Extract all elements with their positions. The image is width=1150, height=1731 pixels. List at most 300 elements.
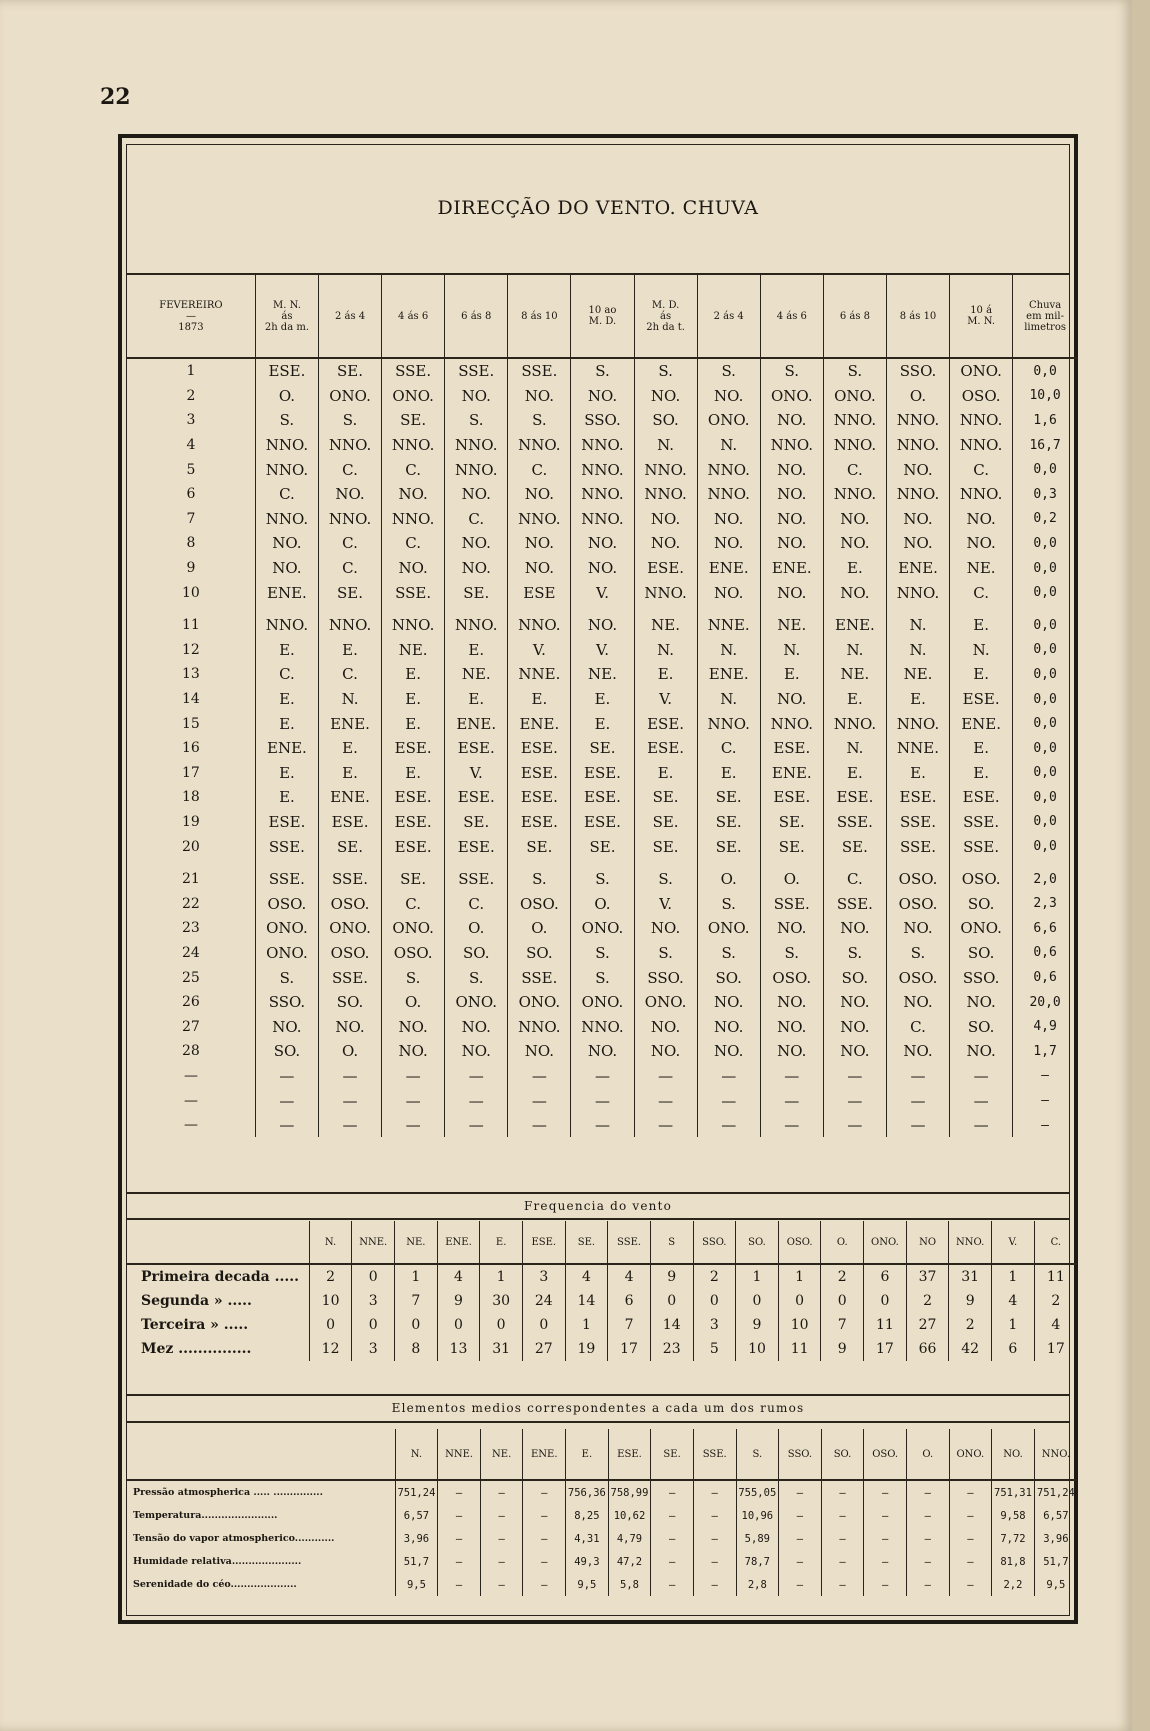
daily-cell: —	[950, 1064, 1013, 1089]
daily-row	[127, 638, 1077, 663]
elements-cell: 6,57	[1034, 1504, 1077, 1527]
daily-cell: NNO.	[255, 457, 318, 482]
frequency-cell: 6	[608, 1289, 651, 1313]
daily-cell: ESE.	[571, 761, 634, 786]
daily-cell: O.	[760, 859, 823, 892]
frequency-row	[127, 1289, 1077, 1313]
daily-cell: E.	[634, 662, 697, 687]
daily-cell: E.	[255, 785, 318, 810]
frequency-cell: 0	[437, 1313, 480, 1337]
frequency-cell: 0	[395, 1313, 438, 1337]
page-number: 22	[100, 84, 131, 110]
daily-cell: S.	[760, 358, 823, 384]
daily-cell: S.	[318, 408, 381, 433]
daily-cell: E.	[697, 761, 760, 786]
frequency-cell: 17	[1034, 1337, 1077, 1361]
daily-cell: S.	[382, 965, 445, 990]
daily-cell: ONO.	[950, 916, 1013, 941]
daily-cell: NO.	[950, 1039, 1013, 1064]
daily-cell: 25	[182, 969, 200, 986]
daily-header-13: Chuva em mil- limetros	[1013, 275, 1077, 358]
daily-cell: —	[255, 1064, 318, 1089]
daily-cell: —	[634, 1064, 697, 1089]
daily-cell: SSE.	[823, 891, 886, 916]
daily-cell: ENE.	[318, 785, 381, 810]
daily-cell: NO.	[445, 531, 508, 556]
daily-cell: SSE.	[382, 580, 445, 605]
daily-row	[127, 1064, 1077, 1089]
daily-cell: S.	[255, 965, 318, 990]
daily-cell: ENE.	[445, 711, 508, 736]
daily-cell: NNO.	[318, 433, 381, 458]
daily-cell: S.	[445, 408, 508, 433]
daily-cell: NNO.	[634, 482, 697, 507]
daily-cell: NNO.	[571, 482, 634, 507]
daily-cell: S.	[445, 965, 508, 990]
daily-cell: E.	[823, 761, 886, 786]
daily-cell: NO.	[760, 408, 823, 433]
elements-cell: —	[693, 1480, 736, 1504]
daily-cell: S.	[255, 408, 318, 433]
daily-header-row	[127, 275, 1077, 358]
daily-cell: ESE.	[634, 711, 697, 736]
daily-cell: NNO.	[508, 433, 571, 458]
elements-row	[127, 1480, 1077, 1504]
daily-cell: ONO.	[318, 384, 381, 409]
frequency-header-8: SSE.	[608, 1221, 651, 1264]
daily-cell: 0,0	[1013, 457, 1077, 482]
frequency-cell: 3	[352, 1337, 395, 1361]
daily-cell: SO.	[508, 941, 571, 966]
daily-cell: NNO.	[571, 433, 634, 458]
daily-cell: 27	[182, 1018, 200, 1035]
daily-row	[127, 761, 1077, 786]
daily-header-6: 10 ao M. D.	[571, 275, 634, 358]
frequency-cell: 23	[650, 1337, 693, 1361]
daily-cell: 18	[182, 789, 200, 806]
elements-cell: —	[523, 1550, 566, 1573]
daily-cell: NNO.	[886, 711, 949, 736]
daily-cell: SO.	[634, 408, 697, 433]
daily-cell: NO.	[255, 531, 318, 556]
daily-cell: NE.	[760, 605, 823, 638]
daily-cell: O.	[508, 916, 571, 941]
daily-row	[127, 605, 1077, 638]
daily-cell: ENE.	[318, 711, 381, 736]
daily-cell: SE.	[382, 408, 445, 433]
frequency-cell: 1	[992, 1264, 1035, 1289]
daily-cell: ESE.	[823, 785, 886, 810]
daily-cell: NNO.	[823, 482, 886, 507]
daily-cell: SE.	[823, 834, 886, 859]
elements-cell: 10,96	[736, 1504, 779, 1527]
daily-cell: 0,0	[1013, 736, 1077, 761]
daily-cell: NO.	[760, 990, 823, 1015]
elements-cell: 51,7	[1034, 1550, 1077, 1573]
daily-cell: OSO.	[950, 384, 1013, 409]
daily-cell: NO.	[445, 384, 508, 409]
elements-cell: —	[438, 1480, 481, 1504]
elements-cell: —	[906, 1480, 949, 1504]
frequency-cell: 1	[395, 1264, 438, 1289]
daily-cell: SSE.	[318, 859, 381, 892]
daily-cell: NO.	[760, 687, 823, 712]
frequency-header-row	[127, 1221, 1077, 1264]
frequency-cell: 2	[693, 1264, 736, 1289]
daily-cell: SSO.	[634, 965, 697, 990]
daily-cell: S.	[697, 941, 760, 966]
daily-cell: S.	[760, 941, 823, 966]
elements-cell: 6,57	[395, 1504, 438, 1527]
elements-header-15: NO.	[992, 1429, 1035, 1480]
frequency-cell: 31	[949, 1264, 992, 1289]
daily-cell: NE.	[950, 556, 1013, 581]
daily-cell: SSE.	[886, 810, 949, 835]
daily-cell: SE.	[634, 810, 697, 835]
elements-cell: 49,3	[566, 1550, 609, 1573]
frequency-header-15: NO	[906, 1221, 949, 1264]
daily-cell: SE.	[445, 580, 508, 605]
daily-cell: NNO.	[445, 605, 508, 638]
daily-cell: SE.	[571, 834, 634, 859]
daily-cell: NO.	[255, 556, 318, 581]
frequency-cell: 7	[821, 1313, 864, 1337]
frequency-cell: 3	[352, 1289, 395, 1313]
elements-header-14: ONO.	[949, 1429, 992, 1480]
frequency-cell: 27	[906, 1313, 949, 1337]
daily-cell: NNO.	[950, 433, 1013, 458]
daily-cell: 0,0	[1013, 834, 1077, 859]
daily-cell: NO.	[823, 916, 886, 941]
daily-header-9: 4 ás 6	[760, 275, 823, 358]
daily-cell: N.	[697, 687, 760, 712]
daily-cell: E.	[318, 736, 381, 761]
frequency-row	[127, 1337, 1077, 1361]
elements-cell: 751,24	[1034, 1480, 1077, 1504]
daily-cell: NO.	[318, 482, 381, 507]
daily-cell: NO.	[697, 531, 760, 556]
daily-cell: SE.	[634, 834, 697, 859]
daily-cell: —	[382, 1088, 445, 1113]
daily-cell: ENE.	[255, 580, 318, 605]
daily-cell: E.	[382, 687, 445, 712]
elements-cell: —	[949, 1480, 992, 1504]
frequency-header-7: SE.	[565, 1221, 608, 1264]
daily-cell: 1	[186, 363, 196, 380]
elements-header-4: ENE.	[523, 1429, 566, 1480]
elements-cell: —	[821, 1527, 864, 1550]
daily-cell: NO.	[571, 1039, 634, 1064]
daily-cell: 0,3	[1013, 482, 1077, 507]
daily-cell: E.	[382, 662, 445, 687]
daily-cell: NO.	[255, 1014, 318, 1039]
daily-cell: SSE.	[950, 834, 1013, 859]
daily-cell: NO.	[697, 1014, 760, 1039]
daily-cell: ESE.	[950, 687, 1013, 712]
daily-cell: NO.	[508, 482, 571, 507]
daily-row	[127, 457, 1077, 482]
daily-cell: ONO.	[318, 916, 381, 941]
daily-cell: E.	[950, 736, 1013, 761]
frequency-body	[127, 1264, 1077, 1361]
daily-row	[127, 1014, 1077, 1039]
daily-cell: C.	[445, 507, 508, 532]
daily-row	[127, 990, 1077, 1015]
daily-cell: 0,6	[1013, 941, 1077, 966]
daily-cell: E.	[823, 556, 886, 581]
daily-cell: 0,2	[1013, 507, 1077, 532]
daily-cell: NO.	[886, 507, 949, 532]
daily-cell: NO.	[508, 531, 571, 556]
daily-row	[127, 711, 1077, 736]
frequency-header-11: SO.	[736, 1221, 779, 1264]
frequency-cell: 1	[565, 1313, 608, 1337]
daily-cell: SE.	[508, 834, 571, 859]
elements-cell: Pressão atmospherica ..... ...............	[133, 1487, 323, 1498]
daily-cell: SSE.	[255, 834, 318, 859]
elements-cell: —	[651, 1527, 694, 1550]
daily-cell: ONO.	[950, 358, 1013, 384]
elements-header-8: SSE.	[693, 1429, 736, 1480]
daily-cell: 2,0	[1013, 859, 1077, 892]
daily-cell: C.	[508, 457, 571, 482]
daily-cell: 23	[182, 920, 200, 937]
daily-cell: 16,7	[1013, 433, 1077, 458]
daily-cell: SE.	[318, 834, 381, 859]
frequency-cell: 6	[992, 1337, 1035, 1361]
daily-cell: SE.	[382, 859, 445, 892]
daily-cell: ENE.	[823, 605, 886, 638]
daily-cell: OSO.	[950, 859, 1013, 892]
daily-cell: NO.	[823, 507, 886, 532]
frequency-header-14: ONO.	[864, 1221, 907, 1264]
daily-cell: NNO.	[571, 507, 634, 532]
daily-cell: NNO.	[950, 482, 1013, 507]
daily-cell: C.	[255, 662, 318, 687]
daily-cell: NNE.	[886, 736, 949, 761]
daily-cell: C.	[318, 556, 381, 581]
frequency-cell: 2	[821, 1264, 864, 1289]
daily-cell: N.	[697, 638, 760, 663]
frequency-cell: 12	[309, 1337, 352, 1361]
daily-cell: —	[950, 1113, 1013, 1138]
section-divider-2	[127, 1394, 1069, 1396]
elements-cell: —	[779, 1504, 822, 1527]
daily-cell: SSE.	[886, 834, 949, 859]
daily-cell: S.	[823, 358, 886, 384]
daily-cell: 28	[182, 1043, 200, 1060]
daily-cell: ESE.	[255, 358, 318, 384]
daily-cell: N.	[318, 687, 381, 712]
elements-cell: —	[480, 1527, 523, 1550]
elements-cell: —	[906, 1504, 949, 1527]
elements-cell: —	[480, 1504, 523, 1527]
daily-cell: 9	[186, 560, 196, 577]
elements-cell: 47,2	[608, 1550, 651, 1573]
daily-cell: —	[318, 1064, 381, 1089]
daily-cell: NO.	[886, 457, 949, 482]
daily-cell: ESE.	[382, 785, 445, 810]
daily-cell: O.	[886, 384, 949, 409]
daily-cell: E.	[318, 638, 381, 663]
daily-row	[127, 580, 1077, 605]
frequency-cell: 4	[1034, 1313, 1077, 1337]
elements-cell: Serenidade do céo....................	[133, 1579, 297, 1590]
daily-cell: 17	[182, 764, 200, 781]
frequency-cell: 0	[736, 1289, 779, 1313]
daily-cell: NO.	[634, 1039, 697, 1064]
daily-cell: SSE.	[255, 859, 318, 892]
daily-cell: O.	[697, 859, 760, 892]
daily-cell: S.	[634, 941, 697, 966]
frequency-cell: 14	[650, 1313, 693, 1337]
daily-cell: NNO.	[445, 433, 508, 458]
daily-cell: NE.	[886, 662, 949, 687]
frequency-cell: 17	[608, 1337, 651, 1361]
frequency-header-2: NNE.	[352, 1221, 395, 1264]
daily-cell: NNO.	[508, 1014, 571, 1039]
frequency-cell: 9	[821, 1337, 864, 1361]
daily-cell: NO.	[382, 482, 445, 507]
daily-cell: SSE.	[508, 358, 571, 384]
frequency-header-16: NNO.	[949, 1221, 992, 1264]
daily-row	[127, 1039, 1077, 1064]
frequency-cell: 1	[480, 1264, 523, 1289]
daily-row	[127, 916, 1077, 941]
daily-cell: —	[760, 1113, 823, 1138]
daily-cell: —	[886, 1088, 949, 1113]
daily-cell: NNO.	[571, 1014, 634, 1039]
daily-cell: NO.	[382, 556, 445, 581]
daily-cell: SE.	[697, 834, 760, 859]
daily-row	[127, 556, 1077, 581]
daily-cell: NNO.	[886, 433, 949, 458]
daily-cell: NNO.	[697, 482, 760, 507]
daily-cell: S.	[571, 859, 634, 892]
daily-cell: 26	[182, 994, 200, 1011]
elements-header-6: ESE.	[608, 1429, 651, 1480]
daily-row	[127, 662, 1077, 687]
frequency-cell: 31	[480, 1337, 523, 1361]
daily-cell: —	[886, 1064, 949, 1089]
daily-cell: 21	[182, 871, 200, 888]
daily-header-8: 2 ás 4	[697, 275, 760, 358]
daily-cell: NNO.	[508, 605, 571, 638]
daily-cell: O.	[255, 384, 318, 409]
elements-body	[127, 1480, 1077, 1596]
elements-cell: —	[821, 1504, 864, 1527]
daily-cell: ESE	[508, 580, 571, 605]
daily-cell: 24	[182, 944, 200, 961]
daily-row	[127, 358, 1077, 384]
daily-cell: N.	[886, 605, 949, 638]
frequency-cell: 5	[693, 1337, 736, 1361]
daily-cell: NNO.	[823, 408, 886, 433]
daily-cell: SE.	[697, 810, 760, 835]
daily-cell: S.	[634, 859, 697, 892]
frequency-header-5: E.	[480, 1221, 523, 1264]
daily-cell: —	[697, 1064, 760, 1089]
frequency-header-0	[127, 1221, 309, 1264]
daily-cell: 14	[182, 691, 200, 708]
daily-cell: 6,6	[1013, 916, 1077, 941]
frequency-row	[127, 1313, 1077, 1337]
daily-header-7: M. D. ás 2h da t.	[634, 275, 697, 358]
daily-cell: NO.	[697, 384, 760, 409]
frequency-cell: 0	[352, 1313, 395, 1337]
daily-cell: SO.	[255, 1039, 318, 1064]
daily-cell: NO.	[508, 384, 571, 409]
elements-cell: 8,25	[566, 1504, 609, 1527]
daily-cell: O.	[445, 916, 508, 941]
daily-cell: ESE.	[886, 785, 949, 810]
daily-cell: SSE.	[318, 965, 381, 990]
daily-cell: NNO.	[571, 457, 634, 482]
elements-cell: —	[864, 1480, 907, 1504]
frequency-cell: 2	[906, 1289, 949, 1313]
daily-cell: O.	[571, 891, 634, 916]
daily-cell: 13	[182, 666, 200, 683]
daily-cell: 0,0	[1013, 785, 1077, 810]
frequency-cell: 0	[693, 1289, 736, 1313]
daily-cell: E.	[255, 761, 318, 786]
frequency-header-1: N.	[309, 1221, 352, 1264]
frequency-header-18: C.	[1034, 1221, 1077, 1264]
daily-cell: C.	[950, 580, 1013, 605]
daily-cell: ESE.	[508, 761, 571, 786]
daily-cell: OSO.	[886, 891, 949, 916]
frequency-header-6: ESE.	[522, 1221, 565, 1264]
elements-cell: —	[821, 1573, 864, 1596]
daily-cell: SO.	[445, 941, 508, 966]
elements-cell: —	[779, 1480, 822, 1504]
elements-cell: 758,99	[608, 1480, 651, 1504]
frequency-cell: 24	[522, 1289, 565, 1313]
daily-cell: N.	[823, 638, 886, 663]
daily-cell: NO.	[634, 916, 697, 941]
daily-cell: NO.	[634, 1014, 697, 1039]
daily-cell: E.	[445, 687, 508, 712]
daily-cell: N.	[823, 736, 886, 761]
daily-cell: E.	[886, 761, 949, 786]
daily-header-2: 2 ás 4	[318, 275, 381, 358]
daily-cell: NNO.	[760, 711, 823, 736]
daily-header-1: M. N. ás 2h da m.	[255, 275, 318, 358]
elements-cell: —	[523, 1504, 566, 1527]
elements-cell: 9,5	[395, 1573, 438, 1596]
daily-cell: 3	[186, 412, 196, 429]
daily-cell: S.	[634, 358, 697, 384]
daily-cell: 0,0	[1013, 810, 1077, 835]
daily-cell: ESE.	[950, 785, 1013, 810]
frequency-cell: 9	[650, 1264, 693, 1289]
daily-row	[127, 1113, 1077, 1138]
daily-row	[127, 941, 1077, 966]
table-frame	[118, 134, 1078, 1624]
daily-cell: 8	[186, 535, 196, 552]
daily-cell: 0,0	[1013, 687, 1077, 712]
daily-cell: NO.	[886, 531, 949, 556]
daily-cell: —	[886, 1113, 949, 1138]
elements-cell: —	[651, 1573, 694, 1596]
daily-cell: ESE.	[318, 810, 381, 835]
daily-cell: C.	[318, 531, 381, 556]
daily-cell: —	[318, 1088, 381, 1113]
elements-cell: —	[480, 1480, 523, 1504]
frequency-header-12: OSO.	[778, 1221, 821, 1264]
daily-cell: ESE.	[445, 834, 508, 859]
daily-cell: C.	[255, 482, 318, 507]
